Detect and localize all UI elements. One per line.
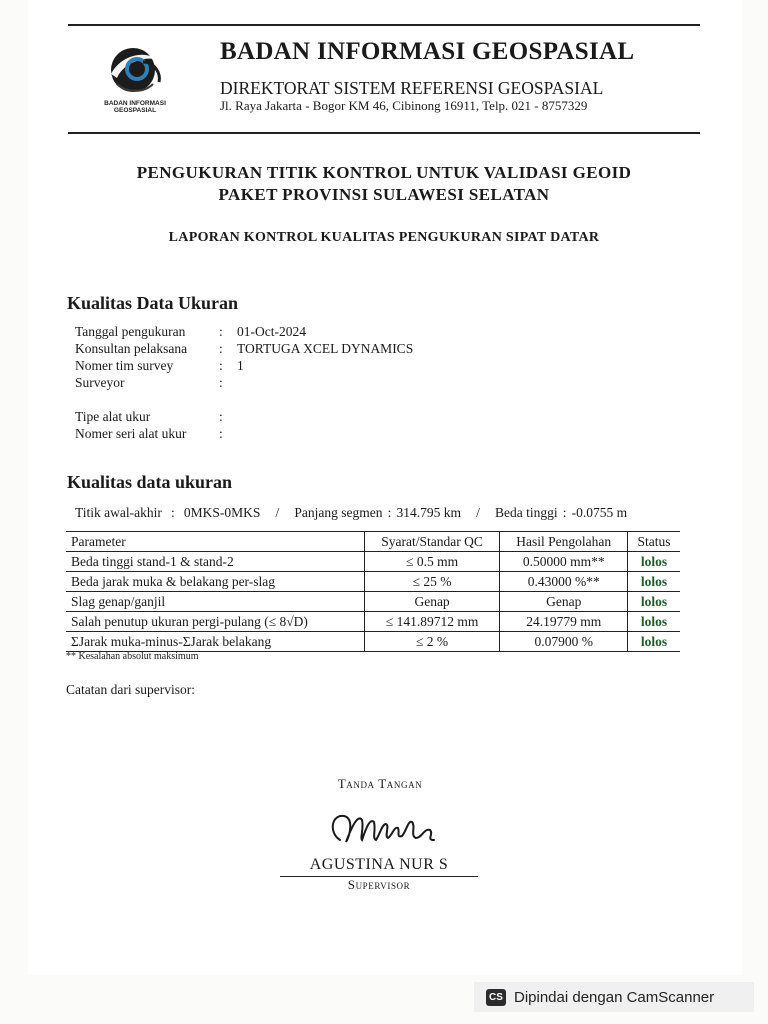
cell-result: 24.19779 mm — [500, 612, 628, 632]
segment-length-value: 314.795 km — [396, 505, 462, 520]
cell-standard: ≤ 0.5 mm — [364, 552, 500, 572]
segment-start-end-label: Titik awal-akhir — [75, 505, 162, 520]
handwritten-signature — [326, 806, 446, 852]
info-label: Nomer seri alat ukur — [75, 426, 187, 441]
column-header-result: Hasil Pengolahan — [500, 532, 628, 552]
info-row-instrument-serial: Nomer seri alat ukur : — [75, 426, 223, 441]
section-heading-data-quality: Kualitas Data Ukuran — [67, 293, 239, 313]
info-row-instrument-type: Tipe alat ukur : — [75, 409, 223, 424]
cell-result: 0.50000 mm** — [500, 552, 628, 572]
cell-standard: ≤ 141.89712 mm — [364, 612, 500, 632]
directorate-name: DIREKTORAT SISTEM REFERENSI GEOSPASIAL — [220, 78, 604, 98]
info-value: 01-Oct-2024 — [237, 324, 306, 339]
quality-control-table — [66, 531, 680, 652]
organization-address: Jl. Raya Jakarta - Bogor KM 46, Cibinong 16911, Telp. 021 - 8757329 — [220, 98, 588, 113]
cell-standard: Genap — [364, 592, 500, 612]
table-row — [66, 552, 680, 572]
cell-result: 0.43000 %** — [500, 572, 628, 592]
cell-parameter: Beda jarak muka & belakang per-slag — [71, 573, 276, 589]
cell-status: lolos — [628, 632, 680, 652]
info-label: Konsultan pelaksana — [75, 341, 188, 356]
header-top-rule — [68, 24, 700, 26]
cell-status: lolos — [628, 592, 680, 612]
column-header-status: Status — [628, 532, 680, 552]
report-title: LAPORAN KONTROL KUALITAS PENGUKURAN SIPAT DATAR — [168, 230, 600, 245]
signature-heading: Tanda Tangan — [337, 776, 423, 791]
camscanner-watermark — [474, 982, 754, 1012]
camscanner-text: Dipindai dengan CamScanner — [514, 988, 715, 1006]
table-header-row — [66, 532, 680, 552]
organization-name: BADAN INFORMASI GEOSPASIAL — [220, 38, 635, 65]
table-footnote: ** Kesalahan absolut maksimum — [66, 651, 199, 662]
cs-icon: CS — [486, 989, 506, 1006]
signer-role: Supervisor — [347, 877, 411, 892]
section-heading-measurement-quality: Kualitas data ukuran — [67, 472, 233, 492]
document-title-line2: PAKET PROVINSI SULAWESI SELATAN — [218, 185, 550, 204]
cell-result: 0.07900 % — [500, 632, 628, 652]
info-label: Surveyor — [75, 375, 125, 390]
cell-parameter: Beda tinggi stand-1 & stand-2 — [71, 553, 234, 569]
cell-standard: ≤ 25 % — [364, 572, 500, 592]
table-row — [66, 612, 680, 632]
agency-logo — [96, 44, 174, 120]
logo-caption: BADAN INFORMASI GEOSPASIAL — [104, 100, 166, 114]
info-label: Tanggal pengukuran — [75, 324, 186, 339]
info-row-surveyor: Surveyor : — [75, 375, 223, 390]
info-row-team-number: Nomer tim survey : 1 — [75, 358, 244, 373]
document-title-line1: PENGUKURAN TITIK KONTROL UNTUK VALIDASI GEOID — [136, 163, 632, 182]
supervisor-notes-label: Catatan dari supervisor: — [66, 682, 195, 697]
info-value: TORTUGA XCEL DYNAMICS — [237, 341, 414, 356]
info-value: 1 — [237, 358, 244, 373]
signer-name: AGUSTINA NUR S — [309, 856, 449, 873]
header-bottom-rule — [68, 132, 700, 134]
table-row — [66, 592, 680, 612]
segment-length-label: Panjang segmen — [294, 505, 383, 520]
instrument-info-block — [75, 408, 237, 442]
segment-start-end-value: 0MKS-0MKS — [183, 505, 261, 520]
info-row-date: Tanggal pengukuran : 01-Oct-2024 — [75, 324, 306, 339]
cell-parameter: ΣJarak muka-minus-ΣJarak belakang — [71, 633, 272, 649]
cell-parameter: Salah penutup ukuran pergi-pulang (≤ 8√D) — [71, 613, 308, 629]
info-row-consultant: Konsultan pelaksana : TORTUGA XCEL DYNAMICS — [75, 341, 414, 356]
cell-parameter: Slag genap/ganjil — [71, 593, 166, 609]
table-row — [66, 572, 680, 592]
cell-status: lolos — [628, 612, 680, 632]
segment-height-value: -0.0755 m — [571, 505, 628, 520]
globe-logo-icon — [103, 44, 167, 98]
info-label: Nomer tim survey — [75, 358, 174, 373]
cell-standard: ≤ 2 % — [364, 632, 500, 652]
column-header-parameter: Parameter — [71, 533, 126, 549]
cell-status: lolos — [628, 572, 680, 592]
column-header-standard: Syarat/Standar QC — [364, 532, 500, 552]
table-row — [66, 632, 680, 652]
segment-summary: Titik awal-akhir : 0MKS-0MKS / Panjang segmen : 314.795 km / Beda tinggi : -0.0755 m — [75, 505, 628, 520]
cell-result: Genap — [500, 592, 628, 612]
cell-status: lolos — [628, 552, 680, 572]
info-label: Tipe alat ukur — [75, 409, 151, 424]
survey-info-block — [75, 323, 413, 391]
segment-height-label: Beda tinggi — [495, 505, 558, 520]
